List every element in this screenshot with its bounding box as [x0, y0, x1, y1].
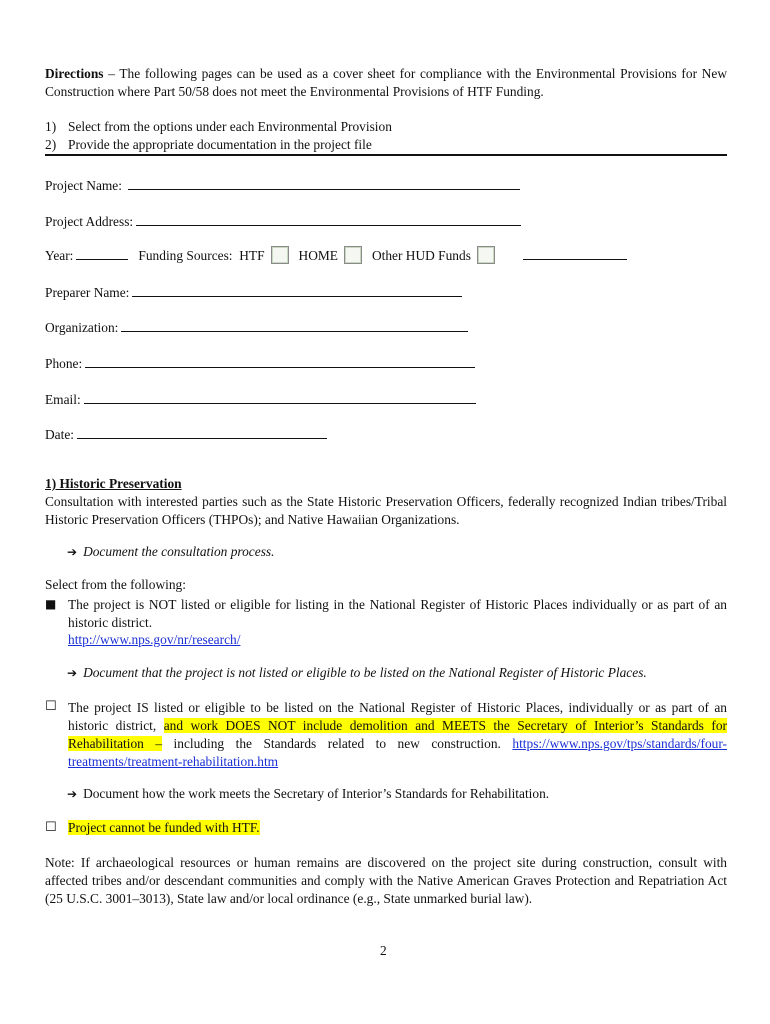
- project-address-field[interactable]: [136, 211, 521, 226]
- option-cannot-fund-text: [68, 820, 260, 836]
- directions-label: Directions: [45, 66, 104, 81]
- date-label: Date:: [45, 427, 74, 442]
- option-cannot-fund-highlight: Project cannot be funded with HTF.: [68, 820, 260, 835]
- option-not-listed-checkbox[interactable]: ■: [45, 597, 57, 611]
- select-from-label: Select from the following:: [45, 577, 186, 592]
- document-not-listed-note: [67, 665, 647, 681]
- date-field[interactable]: [77, 424, 327, 439]
- other-hud-funds-label: Other HUD Funds: [371, 248, 471, 263]
- historic-preservation-intro: Consultation with interested parties such as the State Historic Preservation Officers, federally recognized Indian tribes/Tribal Historic Preservation Officers (THPOs); and Native Hawaiian Organizations.: [45, 494, 727, 527]
- option-cannot-fund-checkbox[interactable]: ☐: [45, 820, 57, 835]
- htf-checkbox[interactable]: [271, 246, 289, 264]
- step-1-number: 1): [45, 119, 57, 134]
- arrow-right-icon: ➔: [67, 787, 78, 801]
- section-divider: [45, 154, 727, 156]
- option-listed-highlight: and work DOES NOT include demolition and MEETS the Secretary of Interior’s Standards for Rehabilitation –: [68, 718, 727, 751]
- option-listed-text-b: including the Standards related to new construction.: [162, 736, 501, 751]
- arrow-right-icon: ➔: [67, 666, 78, 680]
- nps-research-link-text[interactable]: http://www.nps.gov/nr/research/: [68, 632, 241, 647]
- directions-paragraph: [45, 65, 727, 101]
- preparer-name-label: Preparer Name:: [45, 285, 130, 300]
- other-hud-funds-checkbox[interactable]: [477, 246, 495, 264]
- step-1-text: Select from the options under each Environmental Provision: [68, 119, 392, 134]
- arrow-right-icon: ➔: [67, 545, 78, 559]
- organization-row: [45, 317, 468, 336]
- document-consultation-text: Document the consultation process.: [83, 544, 275, 559]
- project-name-label: Project Name:: [45, 178, 122, 193]
- home-label: HOME: [298, 248, 338, 263]
- option-not-listed-text: The project is NOT listed or eligible for listing in the National Register of Historic Places individually or as part of an historic district.: [68, 597, 727, 630]
- year-field[interactable]: [76, 245, 128, 260]
- project-name-field[interactable]: [128, 175, 520, 190]
- other-funds-field[interactable]: [523, 245, 627, 260]
- project-address-row: [45, 211, 521, 230]
- phone-field[interactable]: [85, 353, 475, 368]
- email-row: [45, 389, 476, 408]
- option-listed-text: [68, 699, 727, 771]
- phone-row: [45, 353, 475, 372]
- date-row: [45, 424, 327, 443]
- organization-label: Organization:: [45, 320, 119, 335]
- email-label: Email:: [45, 392, 81, 407]
- nps-standards-link[interactable]: https://www.nps.gov/tps/standards/four-treatments/treatment-rehabilitation.htm: [68, 736, 727, 769]
- document-consultation-note: [67, 544, 274, 560]
- document-standards-text: Document how the work meets the Secretary of Interior’s Standards for Rehabilitation.: [83, 786, 550, 801]
- phone-label: Phone:: [45, 356, 83, 371]
- page-number: 2: [380, 943, 387, 958]
- document-standards-note: [67, 786, 549, 802]
- step-1: [45, 119, 392, 135]
- document-not-listed-text: Document that the project is not listed or eligible to be listed on the National Register of Historic Places.: [83, 665, 647, 680]
- organization-field[interactable]: [121, 317, 468, 332]
- email-field[interactable]: [84, 389, 476, 404]
- home-checkbox[interactable]: [344, 246, 362, 264]
- preparer-row: [45, 282, 462, 301]
- step-2: [45, 137, 372, 153]
- project-name-row: [45, 175, 520, 194]
- nps-research-link[interactable]: [68, 632, 240, 648]
- funding-sources-label: Funding Sources:: [138, 248, 233, 263]
- step-2-number: 2): [45, 137, 57, 152]
- directions-text: – The following pages can be used as a cover sheet for compliance with the Environmental Provisions for New Construction where Part 50/58 does not meet the Environmental Provisions of HTF Funding.: [45, 66, 727, 99]
- archaeological-note: Note: If archaeological resources or human remains are discovered on the project site during construction, consult with affected tribes and/or descendant communities and comply with the Native American Graves Protection and Repatriation Act (25 U.S.C. 3001–3013), State law and/or local ordinance (e.g., State unmarked burial law).: [45, 855, 727, 906]
- option-listed-checkbox[interactable]: ☐: [45, 699, 57, 714]
- year-label: Year:: [45, 248, 74, 263]
- htf-label: HTF: [239, 248, 265, 263]
- option-listed-text-a: The project IS listed or eligible to be listed on the National Register of Historic Places, individually or as part of an historic district,: [68, 700, 727, 733]
- project-address-label: Project Address:: [45, 214, 134, 229]
- historic-preservation-heading: 1) Historic Preservation: [45, 476, 182, 491]
- preparer-name-field[interactable]: [132, 282, 462, 297]
- year-funding-row: [45, 245, 627, 264]
- step-2-text: Provide the appropriate documentation in the project file: [68, 137, 372, 152]
